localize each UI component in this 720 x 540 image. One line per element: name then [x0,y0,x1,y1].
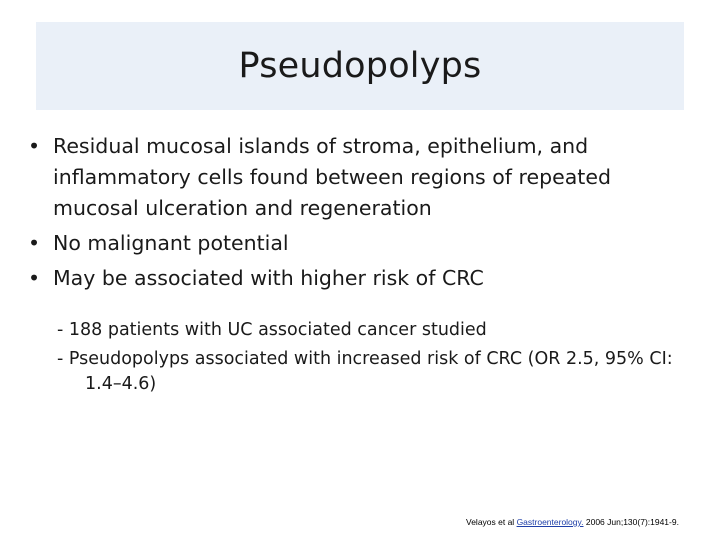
citation-details: 2006 Jun;130(7):1941-9. [583,517,679,527]
bullet-item [28,263,688,294]
journal-link[interactable]: Gastroenterology. [516,517,584,527]
bullet-item [28,131,688,224]
bullet-text: Residual mucosal islands of stroma, epithelium, and inflammatory cells found between regions of repeated mucosal ulceration and regeneration [53,134,611,220]
sub-point: - 188 patients with UC associated cancer studied [57,320,487,340]
title-banner [36,22,684,110]
citation-authors: Velayos et al [466,517,517,527]
bullet-text: May be associated with higher risk of CRC [53,266,484,290]
citation [466,517,679,527]
bullet-marker: • [28,266,41,290]
bullet-list [28,131,688,298]
sub-point: - Pseudopolyps associated with increased risk of CRC (OR 2.5, 95% CI: 1.4–4.6) [57,349,673,394]
slide-title: Pseudopolyps [238,46,482,86]
bullet-text: No malignant potential [53,231,289,255]
sub-point-list [57,318,687,401]
bullet-marker: • [28,231,41,255]
bullet-item [28,228,688,259]
bullet-marker: • [28,134,41,158]
